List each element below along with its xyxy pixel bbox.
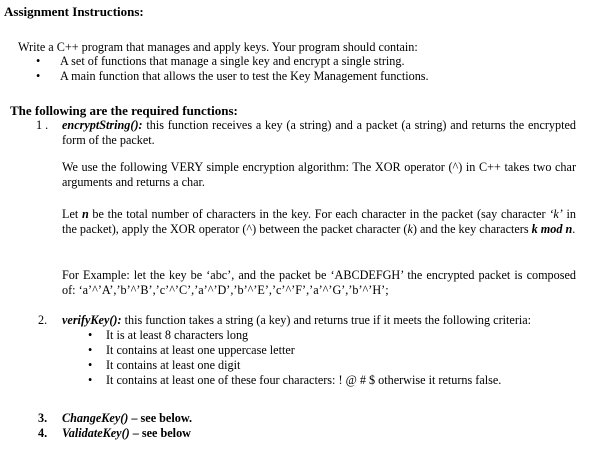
function-desc: – see below xyxy=(129,426,191,440)
intro-text: Write a C++ program that manages and apply keys. Your program should contain: xyxy=(18,40,418,54)
bullet-icon: • xyxy=(88,358,93,372)
item1-example-paragraph: For Example: let the key be ‘abc’, and the packet be ‘ABCDEFGH’ the encrypted packet is composed of: ‘a’^’A’,’b’^’B’,’c’^’C’,’a’^’D’,’b’^’E’,’c’^’F’,’a’^’G’,’b’^’H’; xyxy=(62,268,576,297)
item1-xor-paragraph xyxy=(62,207,576,237)
var-k: k xyxy=(407,222,413,236)
item-number: 3. xyxy=(38,411,48,425)
function-name: verifyKey(): xyxy=(62,313,122,327)
list-item xyxy=(88,358,501,373)
function-desc: this function receives a key (a string) and a packet (a string) and returns the encrypted form of the packet. xyxy=(62,118,576,147)
list-item xyxy=(36,54,429,69)
var-n: n xyxy=(81,207,89,221)
bullet-icon: • xyxy=(36,54,41,68)
list-item xyxy=(88,373,501,388)
item-number: 2. xyxy=(38,313,48,327)
list-item xyxy=(36,69,429,84)
item4-line xyxy=(62,426,191,441)
item1-description xyxy=(62,118,576,148)
text-run: in the packet), apply the XOR operator (^) between the packet character ( xyxy=(62,207,576,236)
text-run: ) and the key characters xyxy=(412,222,532,236)
criteria-list xyxy=(88,328,501,388)
required-functions-heading: The following are the required functions: xyxy=(10,103,238,118)
page-title: Assignment Instructions: xyxy=(4,4,144,19)
item-number: 4. xyxy=(38,426,48,440)
function-desc: – see below. xyxy=(128,411,192,425)
var-k-mod-n: k mod n xyxy=(531,222,573,236)
text-run: Let xyxy=(62,207,82,221)
item1-algorithm-paragraph: We use the following VERY simple encryption algorithm: The XOR operator (^) in C++ takes two char arguments and returns a char. xyxy=(62,160,576,189)
list-item xyxy=(88,328,501,343)
list-item xyxy=(88,343,501,358)
function-desc: this function takes a string (a key) and returns true if it meets the following criteria: xyxy=(121,313,532,327)
bullet-icon: • xyxy=(36,69,41,83)
function-name: encryptString(): xyxy=(62,118,143,132)
var-k: ‘k’ xyxy=(549,207,563,221)
list-item-text: It is at least 8 characters long xyxy=(106,328,249,342)
list-item-text: It contains at least one uppercase letter xyxy=(106,343,295,357)
text-run: . xyxy=(572,222,576,236)
item-number: 1 . xyxy=(36,118,49,132)
function-name: ValidateKey() xyxy=(62,426,130,440)
intro-bullet-list xyxy=(36,54,429,84)
bullet-icon: • xyxy=(88,328,93,342)
list-item-text: A main function that allows the user to test the Key Management functions. xyxy=(60,69,429,83)
list-item-text: It contains at least one of these four characters: ! @ # $ otherwise it returns false. xyxy=(106,373,502,387)
item3-line xyxy=(62,411,192,426)
text-run: be the total number of characters in the key. For each character in the packet (say character xyxy=(88,207,550,221)
bullet-icon: • xyxy=(88,373,93,387)
list-item-text: It contains at least one digit xyxy=(106,358,241,372)
item2-description xyxy=(62,313,576,328)
function-name: ChangeKey() xyxy=(62,411,129,425)
list-item-text: A set of functions that manage a single key and encrypt a single string. xyxy=(60,54,405,68)
bullet-icon: • xyxy=(88,343,93,357)
